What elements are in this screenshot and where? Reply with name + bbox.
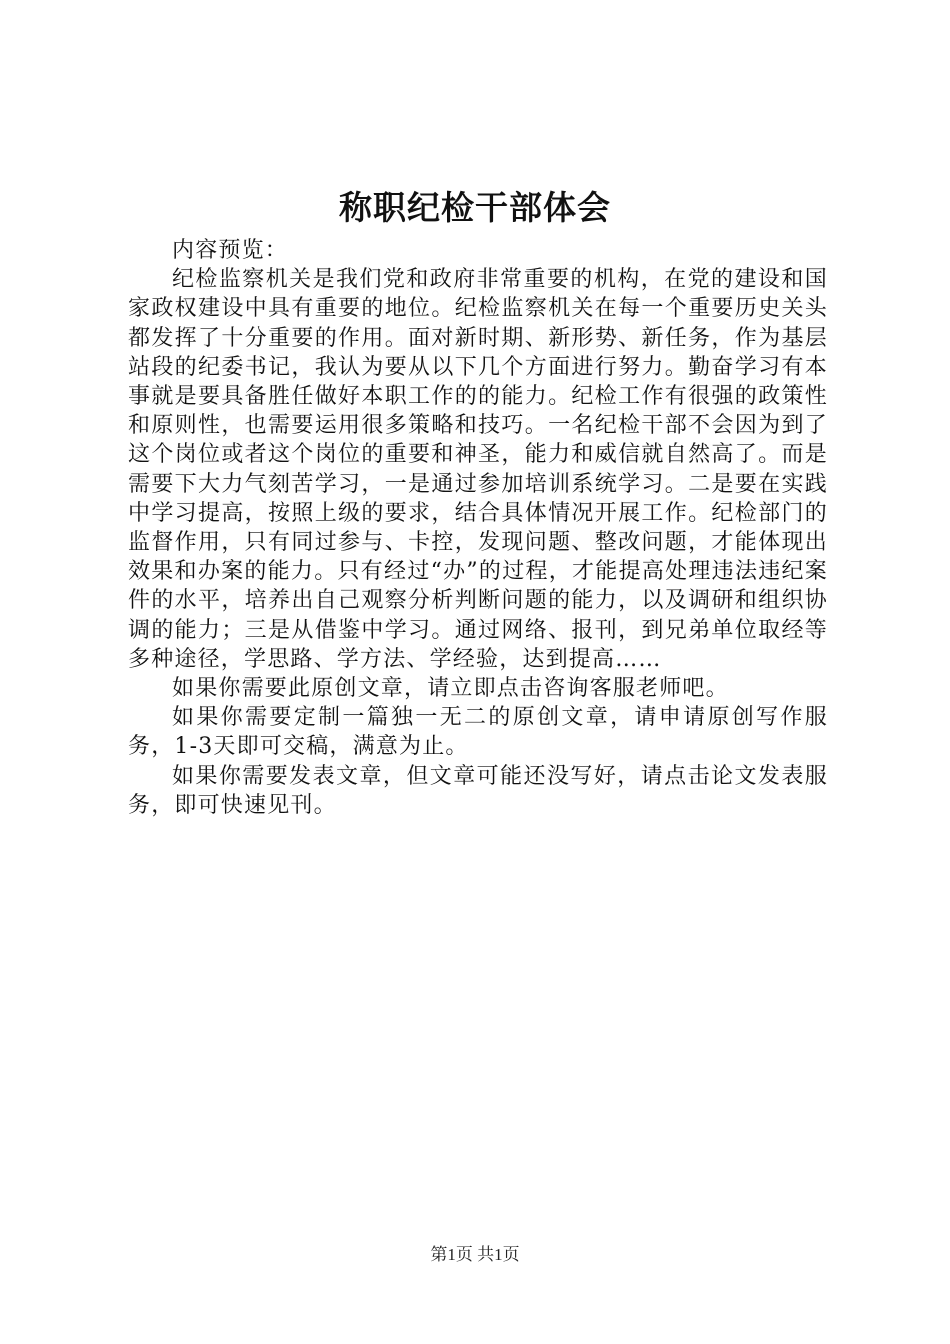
document-body [128, 236, 828, 820]
body-paragraph-consult: 如果你需要此原创文章，请立即点击咨询客服老师吧。 [172, 676, 729, 702]
document-title: 称职纪检干部体会 [339, 188, 611, 227]
body-paragraph-custom-writing: 如果你需要定制一篇独一无二的原创文章，请申请原创写作服务，1-3天即可交稿，满意为止。 [128, 705, 828, 760]
page-number-footer: 第1页 共1页 [430, 1245, 520, 1264]
body-paragraph-main: 纪检监察机关是我们党和政府非常重要的机构，在党的建设和国家政权建设中具有重要的地位。纪检监察机关在每一个重要历史关头都发挥了十分重要的作用。面对新时期、新形势、新任务，作为基层站段的纪委书记，我认为要从以下几个方面进行努力。勤奋学习有本事就是要具备胜任做好本职工作的的能力。纪检工作有很强的政策性和原则性，也需要运用很多策略和技巧。一名纪检干部不会因为到了这个岗位或者这个岗位的重要和神圣，能力和威信就自然高了。而是需要下大力气刻苦学习，一是通过参加培训系统学习。二是要在实践中学习提高，按照上级的要求，结合具体情况开展工作。纪检部门的监督作用，只有同过参与、卡控，发现问题、整改问题，才能体现出效果和办案的能力。只有经过“办”的过程，才能提高处理违法违纪案件的水平，培养出自己观察分析判断问题的能力，以及调研和组织协调的能力；三是从借鉴中学习。通过网络、报刊，到兄弟单位取经等多种途径，学思路、学方法、学经验，达到提高…… [128, 267, 828, 672]
body-paragraph-publishing: 如果你需要发表文章，但文章可能还没写好，请点击论文发表服务，即可快速见刊。 [128, 763, 828, 818]
preview-label: 内容预览： [172, 238, 289, 263]
